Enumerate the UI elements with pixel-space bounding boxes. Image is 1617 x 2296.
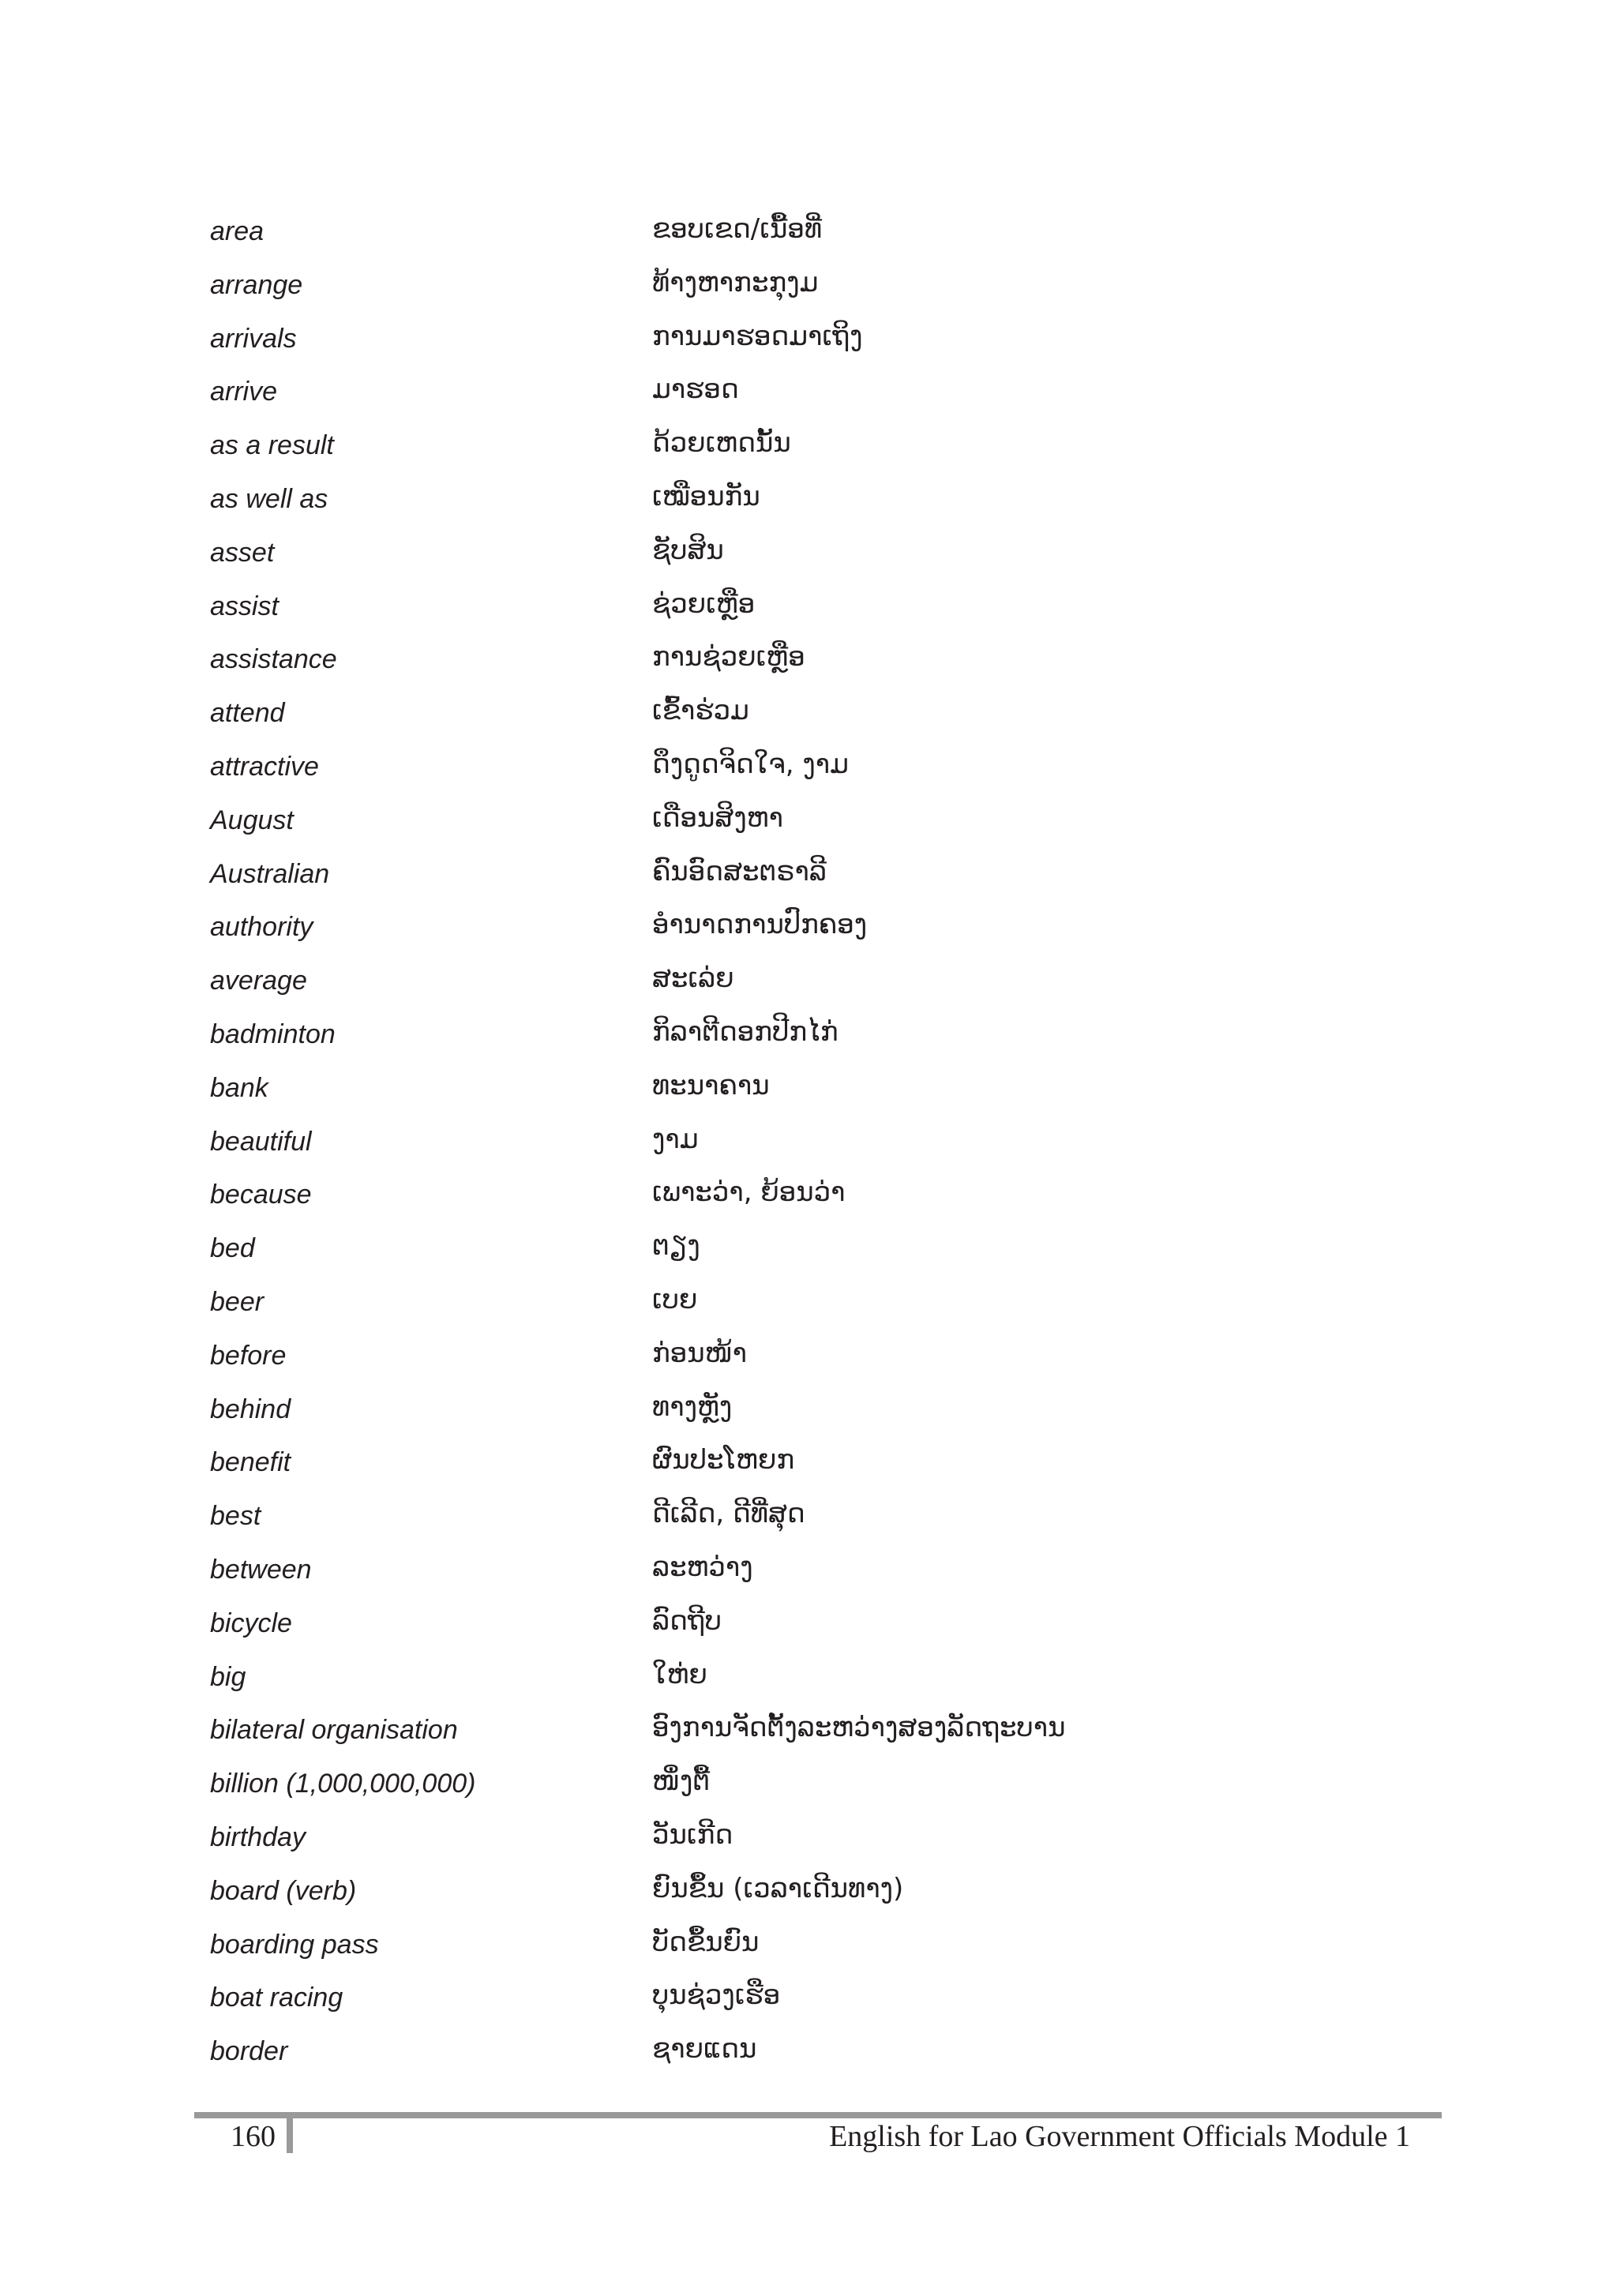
- glossary-entry: [210, 2028, 1473, 2082]
- glossary-entry: [210, 1172, 1473, 1225]
- footer-rule-divider: [287, 2112, 293, 2153]
- lao-translation: ໜຶ່ງຕື້: [652, 1765, 711, 1798]
- lao-translation: ດ້ວຍເຫດນັ້ນ: [652, 427, 791, 460]
- glossary-entry: [210, 690, 1473, 744]
- glossary-entry: [210, 208, 1473, 262]
- lao-translation: ຍົນຂຶ້ນ (ເວລາເດີນທາງ): [652, 1872, 904, 1904]
- english-term: arrivals: [210, 323, 297, 354]
- lao-translation: ທາງຫຼັງ: [652, 1390, 733, 1423]
- glossary-entry: [210, 1119, 1473, 1172]
- english-term: border: [210, 2036, 288, 2067]
- lao-translation: ເດືອນສິງຫາ: [652, 801, 783, 834]
- glossary-entry: [210, 744, 1473, 797]
- glossary-entry: [210, 1547, 1473, 1600]
- glossary-entry: [210, 797, 1473, 851]
- glossary-entry: [210, 1386, 1473, 1440]
- book-title: English for Lao Government Officials Module 1: [829, 2120, 1410, 2153]
- glossary-entry: [210, 316, 1473, 370]
- lao-translation: ການມາຮອດມາເຖິງ: [652, 320, 863, 352]
- english-term: before: [210, 1340, 287, 1371]
- english-term: boarding pass: [210, 1929, 379, 1960]
- glossary-entry: [210, 636, 1473, 690]
- english-term: best: [210, 1501, 261, 1532]
- lao-translation: ທະນາຄານ: [652, 1069, 770, 1101]
- page-number: 160: [231, 2120, 276, 2153]
- glossary-entry: [210, 1975, 1473, 2028]
- lao-translation: ອຳນາດການປົກຄອງ: [652, 909, 868, 941]
- glossary-entry: [210, 1065, 1473, 1119]
- english-term: attend: [210, 698, 285, 729]
- english-term: arrange: [210, 269, 303, 300]
- english-term: bilateral organisation: [210, 1715, 458, 1746]
- english-term: boat racing: [210, 1983, 343, 2013]
- lao-translation: ຄົນອົດສະຕຣາລີ: [652, 855, 827, 887]
- lao-translation: ເຂົ້າຮ່ວມ: [652, 695, 749, 727]
- english-term: bank: [210, 1072, 268, 1103]
- glossary-entry: [210, 422, 1473, 476]
- lao-translation: ຂອບເຂດ/ເນື້ອທີ່: [652, 213, 823, 245]
- english-term: behind: [210, 1394, 291, 1424]
- glossary-entry: [210, 851, 1473, 905]
- english-term: beautiful: [210, 1126, 312, 1157]
- english-term: because: [210, 1180, 312, 1210]
- glossary-entry: [210, 1225, 1473, 1279]
- english-term: board (verb): [210, 1875, 357, 1906]
- lao-translation: ສະເລ່ຍ: [652, 962, 734, 995]
- lao-translation: ຜົນປະໂຫຍກ: [652, 1444, 795, 1476]
- glossary-entry: [210, 1922, 1473, 1975]
- lao-translation: ບຸນຊ່ວງເຮືອ: [652, 1979, 781, 2012]
- lao-translation: ດີເລີດ, ດີທີ່ສຸດ: [652, 1498, 805, 1530]
- lao-translation: ເພາະວ່າ, ຍ້ອນວ່າ: [652, 1176, 846, 1209]
- lao-translation: ໃຫ່ຍ: [652, 1658, 707, 1690]
- glossary-entry: [210, 530, 1473, 583]
- lao-translation: ເໝືອນກັນ: [652, 480, 760, 512]
- lao-translation: ລົດຖີບ: [652, 1604, 722, 1637]
- lao-translation: ກິລາຕີດອກປີກໄກ່: [652, 1015, 839, 1048]
- glossary-entry: [210, 1868, 1473, 1922]
- english-term: asset: [210, 537, 275, 568]
- english-term: between: [210, 1554, 312, 1585]
- lao-translation: ວັນເກີດ: [652, 1818, 733, 1851]
- glossary-entry: [210, 1333, 1473, 1386]
- glossary-entry: [210, 1011, 1473, 1065]
- lao-translation: ການຊ່ວຍເຫຼືອ: [652, 641, 805, 673]
- english-term: billion (1,000,000,000): [210, 1769, 476, 1799]
- lao-translation: ລະຫວ່າງ: [652, 1551, 753, 1583]
- lao-translation: ອົງການຈັດຕັ້ງລະຫວ່າງສອງລັດຖະບານ: [652, 1712, 1066, 1744]
- english-term: beer: [210, 1286, 264, 1317]
- lao-translation: ຊັບສິນ: [652, 534, 724, 566]
- english-term: as well as: [210, 483, 328, 514]
- lao-translation: ຕຽງ: [652, 1230, 700, 1262]
- english-term: as a result: [210, 430, 334, 461]
- glossary-entry: [210, 904, 1473, 958]
- glossary-entry: [210, 958, 1473, 1011]
- english-term: assist: [210, 591, 279, 621]
- lao-translation: ເບຍ: [652, 1283, 698, 1315]
- glossary-entry: [210, 1707, 1473, 1761]
- glossary-entry: [210, 1761, 1473, 1814]
- lao-translation: ກ່ອນໜ້າ: [652, 1337, 747, 1369]
- english-term: assistance: [210, 644, 337, 675]
- glossary-entry: [210, 1600, 1473, 1654]
- lao-translation: ຊາຍແດນ: [652, 2033, 757, 2065]
- glossary-entry: [210, 1814, 1473, 1868]
- glossary-entry: [210, 1654, 1473, 1708]
- glossary-entry: [210, 476, 1473, 530]
- english-term: bicycle: [210, 1608, 292, 1638]
- english-term: arrive: [210, 377, 278, 407]
- footer-rule: [194, 2112, 1442, 2118]
- english-term: birthday: [210, 1821, 306, 1852]
- english-term: bed: [210, 1233, 255, 1264]
- english-term: benefit: [210, 1447, 291, 1478]
- glossary-entry: [210, 369, 1473, 422]
- lao-translation: ບັດຂຶ້ນຍົນ: [652, 1926, 760, 1958]
- english-term: average: [210, 966, 307, 996]
- lao-translation: ທ້າງຫາກະກຸງມ: [652, 266, 819, 298]
- english-term: August: [210, 805, 294, 835]
- english-term: big: [210, 1661, 246, 1692]
- lao-translation: ດຶງດູດຈິດໃຈ, ງາມ: [652, 748, 849, 780]
- glossary-list: [210, 208, 1473, 2082]
- english-term: badminton: [210, 1019, 336, 1049]
- glossary-entry: [210, 1279, 1473, 1333]
- english-term: attractive: [210, 751, 319, 782]
- english-term: Australian: [210, 858, 330, 889]
- lao-translation: ງາມ: [652, 1123, 699, 1155]
- glossary-entry: [210, 1493, 1473, 1547]
- english-term: area: [210, 216, 264, 246]
- glossary-entry: [210, 262, 1473, 316]
- glossary-entry: [210, 1439, 1473, 1493]
- glossary-entry: [210, 583, 1473, 637]
- lao-translation: ມາຮອດ: [652, 373, 739, 406]
- english-term: authority: [210, 912, 313, 943]
- lao-translation: ຊ່ວຍເຫຼືອ: [652, 587, 756, 620]
